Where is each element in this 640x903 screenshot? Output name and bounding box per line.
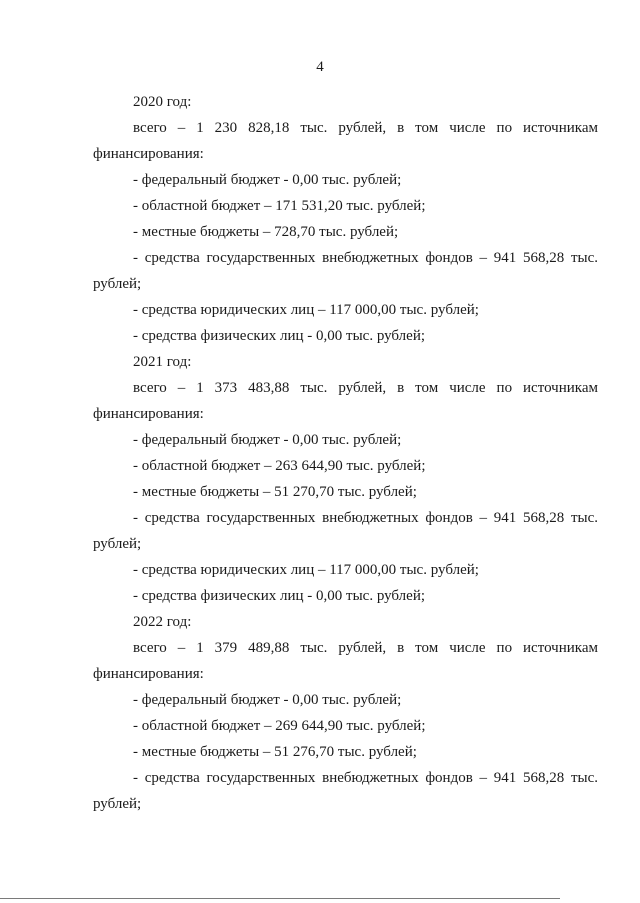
text-line: 2022 год:	[133, 614, 192, 630]
text-line: - областной бюджет – 269 644,90 тыс. рублей;	[133, 718, 426, 734]
text-line: - федеральный бюджет - 0,00 тыс. рублей;	[133, 432, 402, 448]
text-line: - средства государственных внебюджетных фондов – 941 568,28 тыс.	[133, 510, 598, 526]
text-line: - федеральный бюджет - 0,00 тыс. рублей;	[133, 172, 402, 188]
text-line: - федеральный бюджет - 0,00 тыс. рублей;	[133, 692, 402, 708]
text-line: рублей;	[93, 276, 142, 292]
text-line: 2020 год:	[133, 94, 192, 110]
text-line: рублей;	[93, 796, 142, 812]
text-line: - областной бюджет – 263 644,90 тыс. рублей;	[133, 458, 426, 474]
text-line: - средства физических лиц - 0,00 тыс. рублей;	[133, 588, 426, 604]
text-line: - средства юридических лиц – 117 000,00 тыс. рублей;	[133, 562, 479, 578]
document-body	[93, 89, 598, 817]
text-line: всего – 1 379 489,88 тыс. рублей, в том числе по источникам	[133, 640, 598, 656]
text-line: всего – 1 373 483,88 тыс. рублей, в том числе по источникам	[133, 380, 598, 396]
text-line: - областной бюджет – 171 531,20 тыс. рублей;	[133, 198, 426, 214]
text-line: финансирования:	[93, 406, 204, 422]
text-line: - средства юридических лиц – 117 000,00 тыс. рублей;	[133, 302, 479, 318]
text-line: рублей;	[93, 536, 142, 552]
text-line: финансирования:	[93, 666, 204, 682]
text-line: - местные бюджеты – 51 270,70 тыс. рублей;	[133, 484, 417, 500]
text-line: - местные бюджеты – 728,70 тыс. рублей;	[133, 224, 399, 240]
text-line: - местные бюджеты – 51 276,70 тыс. рублей;	[133, 744, 417, 760]
text-line: - средства физических лиц - 0,00 тыс. рублей;	[133, 328, 426, 344]
footer-rule	[0, 898, 560, 899]
text-line: 2021 год:	[133, 354, 192, 370]
text-line: - средства государственных внебюджетных фондов – 941 568,28 тыс.	[133, 770, 598, 786]
text-line: финансирования:	[93, 146, 204, 162]
page-number: 4	[316, 59, 324, 75]
text-line: - средства государственных внебюджетных фондов – 941 568,28 тыс.	[133, 250, 598, 266]
text-line: всего – 1 230 828,18 тыс. рублей, в том числе по источникам	[133, 120, 598, 136]
